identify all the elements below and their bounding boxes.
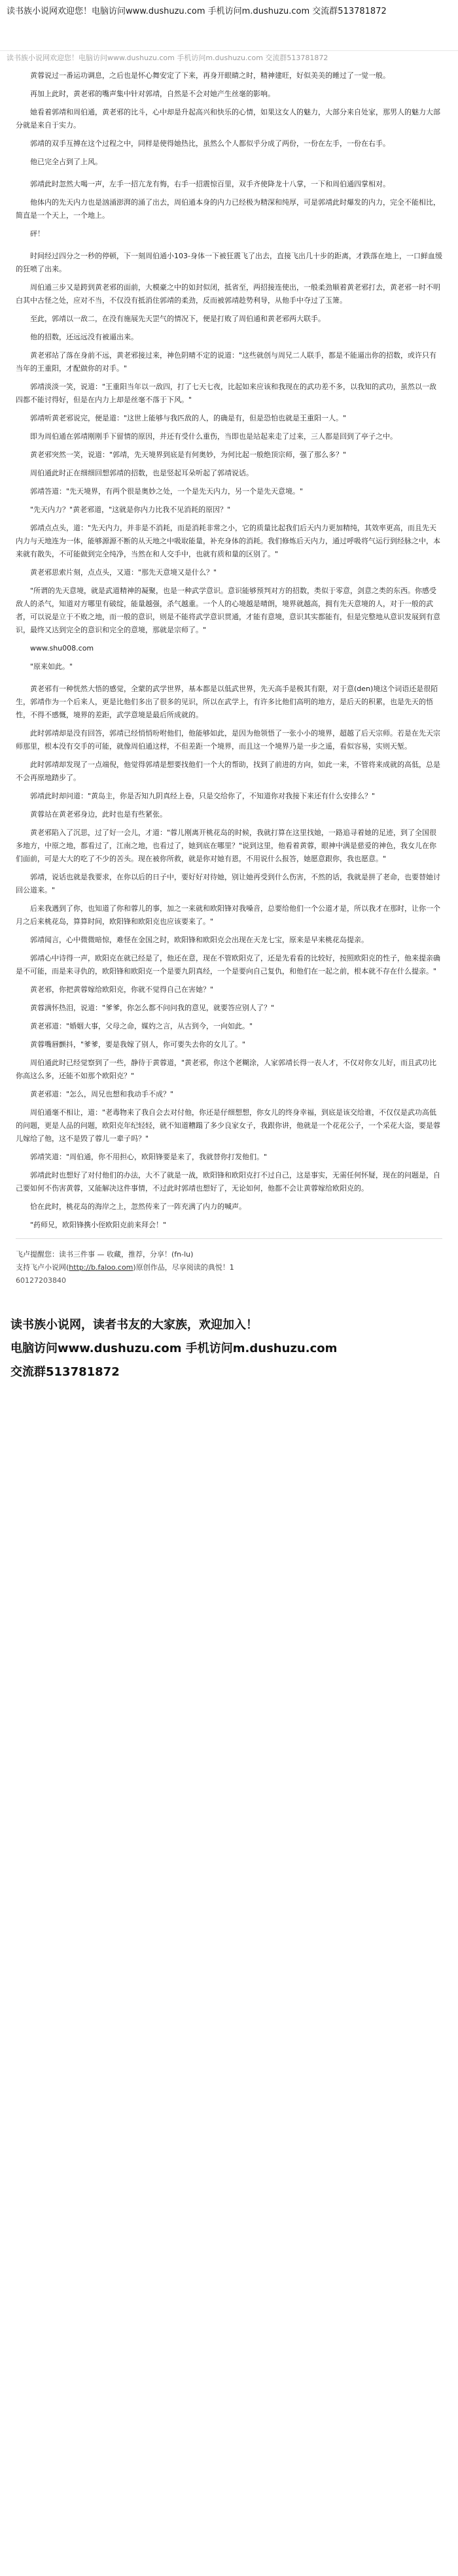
story-paragraph: 再加上此时，黄老邪的嘴声集中针对郭靖，自然是不会对她产生丝毫的影响。 xyxy=(30,90,275,98)
story-paragraph: 郭靖听黄老邪说完，便是道："这世上能够与我匹敌的人，的确是有，但是恐怕也就是王重阳一人。" xyxy=(30,414,347,422)
story-paragraph: 郭靖淡淡一笑，说道："王重阳当年以一敌四，打了七天七夜，比起如来应该和我现在的武功差不多，以我知的武功，虽然以一敌四都不能讨得好，但是在内力上却是丝毫不落于下风。" xyxy=(16,382,437,404)
story-paragraph: 郭靖此时却问道："黄岛主，你是否知九阴真经上卷，只是交给你了，不知道你对我接下来还有什么安排么？" xyxy=(30,792,376,800)
story-paragraph: 黄老邪站了落在身前不远，黄老邪接过来，神色阴晴不定的说道："这些就创与周兄二人联手，都是不能逼出你的招数，或许只有当年的王重阳，才配做你的对手。" xyxy=(16,351,437,373)
faloo-link[interactable]: http://b.faloo.com xyxy=(69,1263,133,1272)
story-body xyxy=(0,65,458,1232)
story-paragraph: 郭靖此时忽然大喝一声，左手一招亢龙有悔，右手一招震惊百里，双手齐使降龙十八掌，一下和周伯通四掌相对。 xyxy=(30,180,390,188)
story-paragraph: 即为周伯通在郭靖刚刚手下留情的原因，并还有受什么重伤，当即也是站起来走了过来，三人都是回到了亭子之中。 xyxy=(30,432,397,441)
story-paragraph: 黄蓉说过一番运功调息，之后也是怀心舞安定了下来，再身开眼睛之时，精神建旺，好似美美的睡过了一觉一般。 xyxy=(30,71,390,80)
story-paragraph: 郭靖笑道："周伯通，你不用担心，欧阳锋要是来了，我就替你打发他们。" xyxy=(30,1153,268,1161)
bottom-banner-line-3: 交流群513781872 xyxy=(10,1365,120,1379)
story-paragraph: 他体内的先天内力也是汹涌澎湃的涌了出去，周伯通本身的内力已经极为精深和纯厚，可是郭靖此时爆发的内力，完全不能相比，简直是一个天上，一个地上。 xyxy=(16,198,440,220)
story-paragraph: 时间经过四分之一秒的停顿，下一刻周伯通小103-身体一下被狂震飞了出去，直接飞出几十步的距离，才跌落在地上，一口鲜血缓的狂喷了出来。 xyxy=(16,252,442,273)
story-paragraph: 此时郭靖却发现了一点端倪，他觉得郭靖是想要找他们一个大的帮助，找到了前进的方向，如此一来，不管将来成就的高低，总是不会再原地踏步了。 xyxy=(16,760,440,782)
story-paragraph: 周伯通此时已经觉察到了一些，静待于黄蓉道，"黄老邪，你这个老糊涂，人家郭靖长得一表人才，不仅对你女儿好，而且武功比你高这么多，还能不如那个欧阳克？" xyxy=(16,1059,437,1080)
header-banner-line: 读书族小说网欢迎您！电脑访问www.dushuzu.com 手机访问m.dushuzu.com 交流群513781872 xyxy=(7,7,387,16)
story-paragraph: 郭靖点点头，道："先天内力，并非是不消耗，而是消耗非常之小，它的质量比起我们后天内力更加精纯，其效率更高，而且先天内力与天地连为一体，能够源源不断的从天地之中吸取能量，补充身体的消耗。我们修炼后天内力，通过呼吸将气运行到经脉之中，本来就有散失，不可能做到完全纯净，当然在和人交手中，也就有质和量的区别了。" xyxy=(16,524,440,558)
story-paragraph: 黄老邪，你把黄蓉嫁给欧阳克，你就不觉得自己在害她？" xyxy=(30,985,214,994)
footer-support xyxy=(16,1261,442,1274)
story-paragraph: 周伯通毫不相让，道："老毒物来了我自会去对付他，你还是仔细想想，你女儿的终身幸福，到底是该交给谁，不仅仅是武功高低的问题，更是人品的问题，欧阳克年纪轻轻，就不知道糟蹋了多少良家女子，我跟你讲，他就是一个花花公子，一个采花大盗，要是蓉儿嫁给了他，这不是毁了蓉儿一辈子吗？" xyxy=(16,1108,440,1143)
story-paragraph: 黄蓉站在黄老邪身边，此时也是有些紧张。 xyxy=(30,810,167,819)
story-paragraph: 黄老邪陷入了沉思，过了好一会儿，才道："蓉儿刚离开桃花岛的时候，我就打算在这里找她，一路追寻着她的足迹，到了全国很多地方，中原之地，都看过了，江南之地，也看过了，她到底在哪里？"说到这里，他看着黄蓉，眼神中满是慈爱的神色，我女儿在你们面前，可是大大的吃了不少的苦头。现在被你所救，就是你对她有恩，不用说什么报答，她愿意跟你，我也愿意。" xyxy=(16,828,437,863)
bottom-banner xyxy=(0,1313,458,1384)
story-paragraph: "先天内力？"黄老邪道，"这就是你内力比我不见消耗的原因？" xyxy=(30,505,231,514)
footer-notice xyxy=(16,1244,442,1287)
story-paragraph: "所谓的先天意境，就是武道精神的凝聚，也是一种武学意识。意识能够预判对方的招数，类似于零意，剑意之类的东西。你感受敌人的杀气，知道对方哪里有破绽，能量越强，杀气越重。一个人的心境越是晴朗，境界就越高，拥有先天意境的人，对于一般的武者，可以说是立于不败之地，而一般的意识，则是不能将武学意识贯通，才能有意境，意识其实都能有，但是完整地从意识发展到有意识，最终又达到完全的意识和完全的意境，那就是宗师了。" xyxy=(16,586,440,634)
story-paragraph: 砰！ xyxy=(30,229,44,238)
bottom-banner-line-2: 电脑访问www.dushuzu.com 手机访问m.dushuzu.com xyxy=(10,1342,338,1355)
bottom-banner-line-1: 读书族小说网，读者书友的大家族，欢迎加入！ xyxy=(10,1318,258,1332)
story-paragraph: 周伯通此时正在细细回想郭靖的招数，也是竖起耳朵听起了郭靖说话。 xyxy=(30,469,253,477)
ghost-header-banner: 读书族小说网欢迎您！电脑访问www.dushuzu.com 手机访问m.dushuzu.com 交流群513781872 xyxy=(7,54,328,62)
story-paragraph: 郭靖答道："先天境界，有两个很是奥妙之处，一个是先天内力，另一个是先天意境。" xyxy=(30,487,304,496)
story-paragraph: 周伯通三步又是跨到黄老邪的面前，大模豪之中的如封似闭，抵省至，两招接连使出，一般柔劲顺着黄老邪打去，黄老邪一时不明白其中古怪之处，应对不当，不仅没有抵消住郭靖的柔劲，反而被郭靖趁势利导，从他手中夺过了玉箫。 xyxy=(16,283,440,305)
story-paragraph: 郭靖心中诗得一声，欧阳克在就已经是了，他还在意，现在不管欧阳克了，还是先看看的比较好，按照欧阳克的性子，他来提亲确是不可能，而是来寻仇的，欧阳锋和欧阳克一个是要九阴真经，一个是要向自己复仇，和他们在一起之前，根本就不存在什么提亲。" xyxy=(16,954,440,975)
story-paragraph: 黄老邪道："婚姻大事，父母之命，媒妁之言，从古到今，一向如此。" xyxy=(30,1022,253,1030)
story-paragraph: 此时郭靖却是没有回答，郭靖已经悄悄吩咐他们，他能够如此，是因为他领悟了一张小小的境界，超越了后天宗师。若是在先天宗师那里，根本没有交手的可能，就像周伯通这样，不但差距一个境界，而且这一个境界乃是一步之遥，看似容易，实则天堑。 xyxy=(16,729,440,751)
story-paragraph: 黄蓉满怀热泪，说道："爹爹，你怎么都不问问我的意见，就要答应别人了？" xyxy=(30,1004,275,1012)
story-paragraph: 黄老邪道："怎么，周兄也想和我动手不成？" xyxy=(30,1090,174,1098)
footer-support-prefix: 支持飞卢小说网( xyxy=(16,1263,69,1272)
story-paragraph: 黄老邪思索片刻，点点头，又道："那先天意境又是什么？" xyxy=(30,568,217,577)
story-paragraph: 至此，郭靖以一敌二，在没有施展先天罡气的情况下，便是打败了周伯通和黄老邪两大联手。 xyxy=(30,314,325,323)
story-paragraph: 郭靖的双手互搏在这个过程之中，同样是使得她热比，虽然么个人都似乎分成了两份，一份在左手，一份在右手。 xyxy=(30,139,390,148)
divider xyxy=(16,1238,442,1239)
story-paragraph: www.shu008.com xyxy=(30,644,94,652)
story-paragraph: 他已完全占到了上风。 xyxy=(30,158,102,166)
story-paragraph: 黄蓉嘴唇颤抖，"爹爹，要是我嫁了别人，你可要失去你的女儿了。" xyxy=(30,1040,246,1049)
story-paragraph: 她看着郭靖和周伯通，黄老邪的比斗，心中却是升起高兴和快乐的心情，如果这女人的魅力，大部分来自处家，那男人的魅力大部分就是来自于实力。 xyxy=(16,108,440,129)
story-paragraph: 后来我遇到了你，也知道了你和蓉儿的事，加之一来就和欧阳锋对我嗓音，总要给他们一个公道才是，所以我才在那时，让你一个月之后来桃花岛，算算时间，欧阳锋和欧阳克也应该要来了。" xyxy=(16,904,440,926)
story-paragraph: 郭靖闻言，心中微微暗惊，难怪在金国之时，欧阳锋和欧阳克会出现在天龙七宝，原来是早来桃花岛提亲。 xyxy=(30,936,368,944)
story-paragraph: 黄老邪有一种恍然大悟的感觉，全蒙的武学世界，基本都是以低武世界，先天高手是极其有限，对于意(den)境这个词语还是很陌生，郭靖作为一个后来人，更是比他们多出了很多的见识，所以在武学上，有许多比他们高明的地方，是后天的积累，也是先天的悟性，不得不感慨，境界的差距，武学意境是最后所成就的。 xyxy=(16,685,438,719)
story-paragraph: 黄老邪突然一笑，说道："郭靖，先天境界到底是有何奥妙，为何比起一般绝顶宗师，强了那么多？" xyxy=(30,450,347,459)
story-paragraph: 郭靖此时也想好了对付他们的办法，大不了就是一战，欧阳锋和欧阳克打不过自己，这是事实，无需任何怀疑，现在的问题是，自己要如何不伤害黄蓉，又能解决这件事情，不过此时郭靖也想好了，无论如何，他都不会让黄蓉嫁给欧阳克的。 xyxy=(16,1171,440,1193)
story-paragraph: "药师兄，欧阳锋携小侄欧阳克前来拜会！" xyxy=(30,1221,167,1229)
story-paragraph: "原来如此。" xyxy=(30,662,73,671)
footer-number: 60127203840 xyxy=(16,1276,66,1285)
header-banner xyxy=(0,0,458,51)
story-paragraph: 恰在此时，桃花岛的海岸之上，忽然传来了一阵充满了内力的喊声。 xyxy=(30,1202,246,1211)
story-paragraph: 他的招数，还远远没有被逼出来。 xyxy=(30,333,138,341)
footer-support-suffix: )原创作品，尽享阅读的典悦！1 xyxy=(133,1263,234,1272)
story-paragraph: 郭靖，说话也就是我要求，在你以后的日子中，要好好对待她，别让她再受到什么伤害，不然的话，我就是拼了老命，也要替她讨回公道来。" xyxy=(16,873,440,894)
footer-reminder: 飞卢提醒您：读书三件事 — 收藏，推荐，分享！(fn-lu) xyxy=(16,1250,194,1259)
